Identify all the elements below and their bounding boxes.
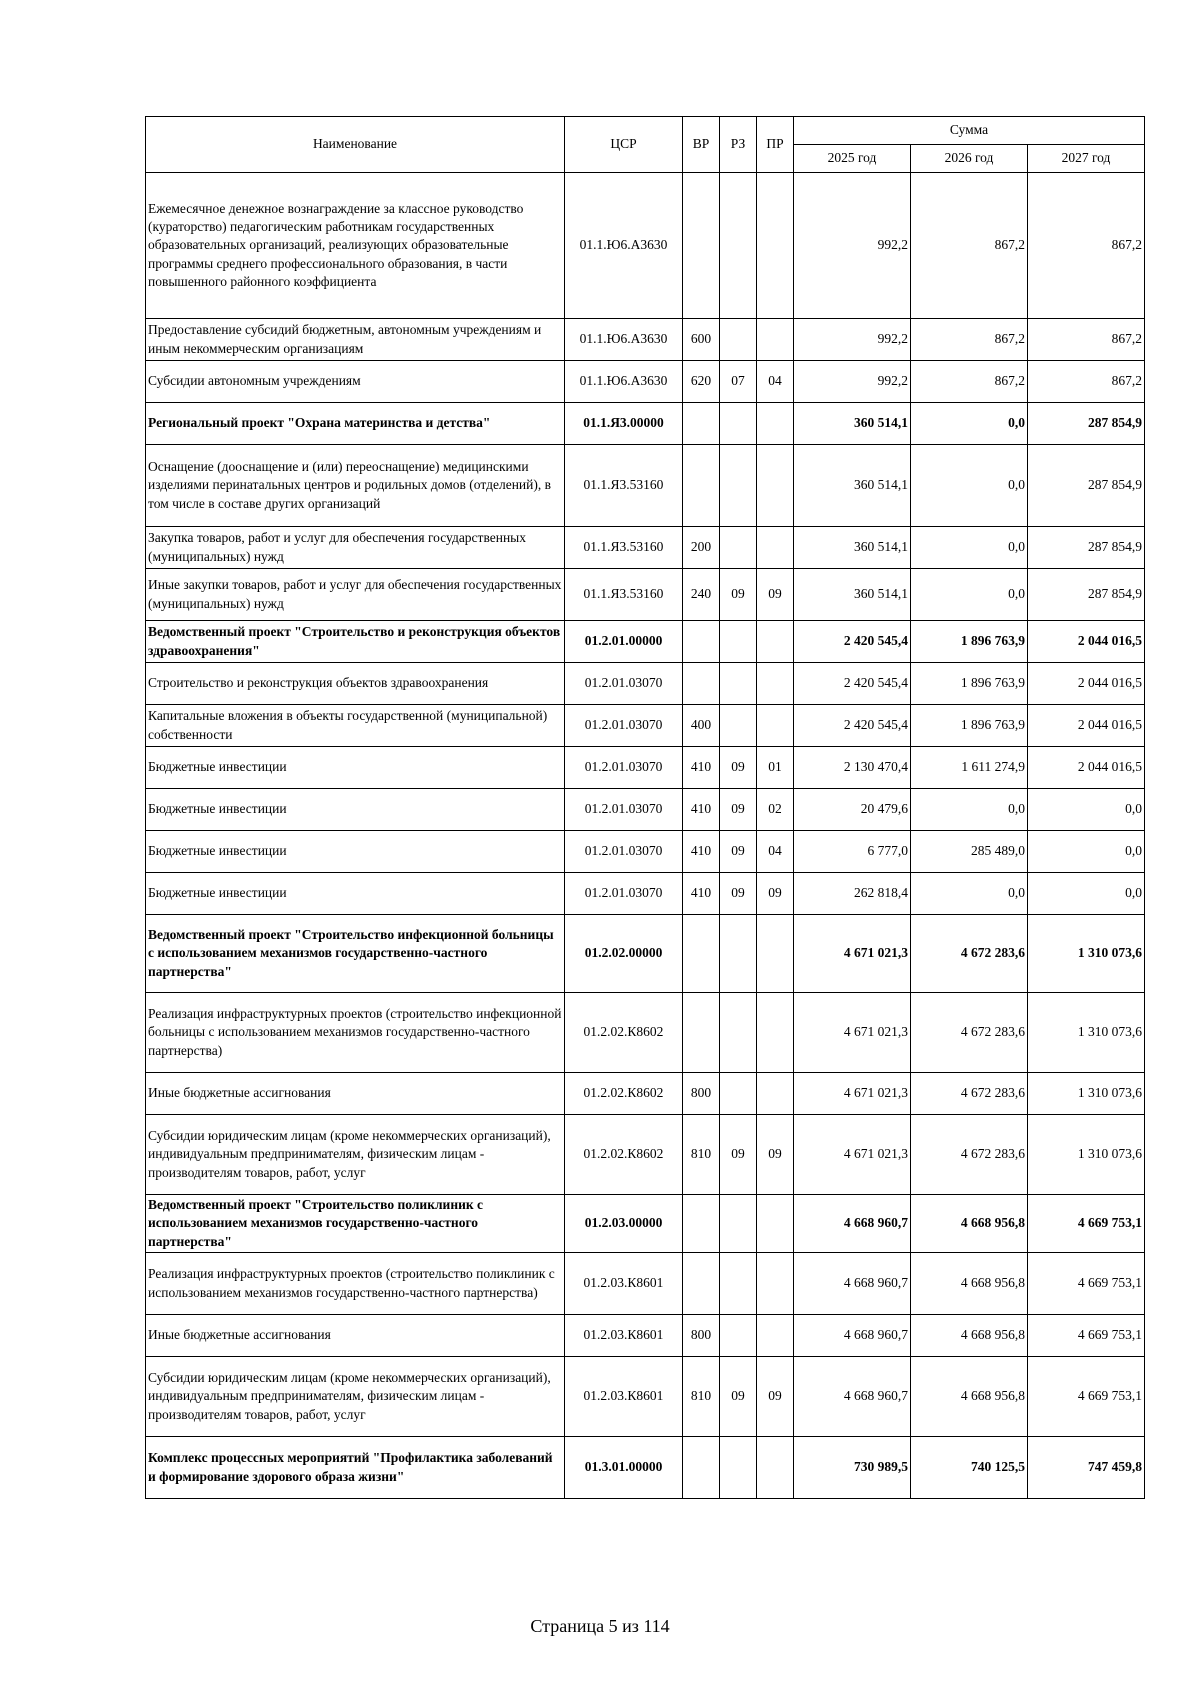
cell-name: Бюджетные инвестиции [146, 789, 565, 831]
cell-rz [720, 1315, 757, 1357]
cell-2026: 0,0 [911, 569, 1028, 621]
cell-2026: 0,0 [911, 403, 1028, 445]
cell-pr [757, 621, 794, 663]
cell-name: Реализация инфраструктурных проектов (строительство инфекционной больницы с использованием механизмов государственно-частного партнерства) [146, 993, 565, 1073]
cell-vr: 410 [683, 747, 720, 789]
cell-2025: 992,2 [794, 319, 911, 361]
table-row [146, 361, 1145, 403]
cell-csr: 01.2.03.К8601 [565, 1253, 683, 1315]
cell-vr: 240 [683, 569, 720, 621]
cell-2025: 4 671 021,3 [794, 1115, 911, 1195]
table-row [146, 705, 1145, 747]
cell-pr [757, 1315, 794, 1357]
cell-rz [720, 993, 757, 1073]
cell-2026: 740 125,5 [911, 1437, 1028, 1499]
cell-csr: 01.2.01.03070 [565, 789, 683, 831]
cell-name: Бюджетные инвестиции [146, 747, 565, 789]
table-row [146, 319, 1145, 361]
cell-2027: 0,0 [1028, 831, 1145, 873]
cell-2025: 262 818,4 [794, 873, 911, 915]
cell-2025: 992,2 [794, 173, 911, 319]
cell-csr: 01.2.01.03070 [565, 873, 683, 915]
cell-pr: 01 [757, 747, 794, 789]
cell-name: Оснащение (дооснащение и (или) переоснащение) медицинскими изделиями перинатальных центров и родильных домов (отделений), в том числе в составе других организаций [146, 445, 565, 527]
cell-csr: 01.2.01.03070 [565, 747, 683, 789]
cell-csr: 01.1.Ю6.А3630 [565, 361, 683, 403]
cell-2027: 287 854,9 [1028, 527, 1145, 569]
cell-csr: 01.2.01.03070 [565, 663, 683, 705]
cell-2026: 0,0 [911, 789, 1028, 831]
cell-2027: 287 854,9 [1028, 445, 1145, 527]
cell-vr [683, 663, 720, 705]
cell-2027: 4 669 753,1 [1028, 1195, 1145, 1253]
cell-vr [683, 1253, 720, 1315]
cell-pr [757, 403, 794, 445]
cell-2027: 287 854,9 [1028, 403, 1145, 445]
cell-pr: 09 [757, 873, 794, 915]
header-sum: Сумма [794, 117, 1145, 145]
cell-2026: 0,0 [911, 873, 1028, 915]
cell-pr [757, 1073, 794, 1115]
cell-name: Иные закупки товаров, работ и услуг для обеспечения государственных (муниципальных) нужд [146, 569, 565, 621]
cell-rz [720, 1437, 757, 1499]
cell-2027: 1 310 073,6 [1028, 1115, 1145, 1195]
cell-2026: 4 672 283,6 [911, 915, 1028, 993]
cell-vr: 410 [683, 789, 720, 831]
cell-rz [720, 1253, 757, 1315]
cell-vr: 620 [683, 361, 720, 403]
cell-rz [720, 403, 757, 445]
cell-csr: 01.1.Ю6.А3630 [565, 319, 683, 361]
cell-2027: 4 669 753,1 [1028, 1357, 1145, 1437]
cell-2026: 285 489,0 [911, 831, 1028, 873]
cell-rz: 09 [720, 747, 757, 789]
cell-rz [720, 319, 757, 361]
cell-vr: 810 [683, 1357, 720, 1437]
header-2027: 2027 год [1028, 145, 1145, 173]
table-row [146, 527, 1145, 569]
cell-2026: 1 611 274,9 [911, 747, 1028, 789]
table-row [146, 993, 1145, 1073]
cell-vr [683, 445, 720, 527]
table-row [146, 1357, 1145, 1437]
cell-2026: 867,2 [911, 319, 1028, 361]
budget-table [145, 116, 1145, 1499]
cell-rz: 07 [720, 361, 757, 403]
cell-csr: 01.1.Ю6.А3630 [565, 173, 683, 319]
table-row [146, 445, 1145, 527]
cell-name: Комплекс процессных мероприятий "Профилактика заболеваний и формирование здорового образа жизни" [146, 1437, 565, 1499]
cell-pr [757, 1437, 794, 1499]
cell-2027: 2 044 016,5 [1028, 747, 1145, 789]
cell-2025: 4 668 960,7 [794, 1315, 911, 1357]
cell-csr: 01.2.03.00000 [565, 1195, 683, 1253]
cell-rz [720, 527, 757, 569]
cell-2025: 730 989,5 [794, 1437, 911, 1499]
cell-2027: 2 044 016,5 [1028, 663, 1145, 705]
cell-pr [757, 705, 794, 747]
cell-2026: 4 668 956,8 [911, 1357, 1028, 1437]
cell-2025: 360 514,1 [794, 527, 911, 569]
cell-rz [720, 915, 757, 993]
cell-rz [720, 445, 757, 527]
cell-pr [757, 1195, 794, 1253]
cell-rz [720, 705, 757, 747]
cell-2025: 2 130 470,4 [794, 747, 911, 789]
cell-rz: 09 [720, 1357, 757, 1437]
table-row [146, 1437, 1145, 1499]
cell-rz: 09 [720, 1115, 757, 1195]
cell-2026: 1 896 763,9 [911, 621, 1028, 663]
cell-vr [683, 173, 720, 319]
cell-name: Субсидии юридическим лицам (кроме некоммерческих организаций), индивидуальным предпринимателям, физическим лицам - производителям товаров, работ, услуг [146, 1115, 565, 1195]
cell-2025: 4 668 960,7 [794, 1195, 911, 1253]
cell-rz [720, 1195, 757, 1253]
cell-vr [683, 1437, 720, 1499]
header-vr: ВР [683, 117, 720, 173]
cell-pr: 09 [757, 1357, 794, 1437]
cell-csr: 01.1.Я3.53160 [565, 445, 683, 527]
cell-rz: 09 [720, 831, 757, 873]
table-row [146, 789, 1145, 831]
cell-2025: 4 671 021,3 [794, 1073, 911, 1115]
cell-name: Ведомственный проект "Строительство поликлиник с использованием механизмов государственно-частного партнерства" [146, 1195, 565, 1253]
table-row [146, 621, 1145, 663]
cell-vr: 810 [683, 1115, 720, 1195]
header-name: Наименование [146, 117, 565, 173]
table-row [146, 1073, 1145, 1115]
cell-pr [757, 993, 794, 1073]
cell-2025: 2 420 545,4 [794, 705, 911, 747]
cell-2025: 2 420 545,4 [794, 621, 911, 663]
cell-name: Бюджетные инвестиции [146, 873, 565, 915]
table-row [146, 1315, 1145, 1357]
cell-name: Бюджетные инвестиции [146, 831, 565, 873]
cell-name: Региональный проект "Охрана материнства и детства" [146, 403, 565, 445]
cell-name: Предоставление субсидий бюджетным, автономным учреждениям и иным некоммерческим организациям [146, 319, 565, 361]
cell-csr: 01.2.03.К8601 [565, 1315, 683, 1357]
cell-pr: 09 [757, 569, 794, 621]
cell-2026: 0,0 [911, 527, 1028, 569]
cell-name: Закупка товаров, работ и услуг для обеспечения государственных (муниципальных) нужд [146, 527, 565, 569]
cell-2027: 867,2 [1028, 319, 1145, 361]
table-row [146, 1115, 1145, 1195]
cell-csr: 01.2.01.03070 [565, 831, 683, 873]
cell-rz [720, 1073, 757, 1115]
cell-pr [757, 527, 794, 569]
cell-2027: 2 044 016,5 [1028, 705, 1145, 747]
cell-name: Строительство и реконструкция объектов здравоохранения [146, 663, 565, 705]
cell-2026: 4 668 956,8 [911, 1195, 1028, 1253]
cell-csr: 01.1.Я3.53160 [565, 527, 683, 569]
cell-pr: 04 [757, 831, 794, 873]
cell-vr [683, 621, 720, 663]
cell-2025: 6 777,0 [794, 831, 911, 873]
table-row [146, 1253, 1145, 1315]
cell-name: Реализация инфраструктурных проектов (строительство поликлиник с использованием механизмов государственно-частного партнерства) [146, 1253, 565, 1315]
cell-2027: 0,0 [1028, 789, 1145, 831]
cell-2026: 867,2 [911, 173, 1028, 319]
cell-csr: 01.3.01.00000 [565, 1437, 683, 1499]
cell-2025: 4 671 021,3 [794, 993, 911, 1073]
cell-pr [757, 663, 794, 705]
cell-rz: 09 [720, 789, 757, 831]
cell-name: Субсидии автономным учреждениям [146, 361, 565, 403]
header-2026: 2026 год [911, 145, 1028, 173]
cell-2025: 20 479,6 [794, 789, 911, 831]
table-row [146, 403, 1145, 445]
cell-2027: 1 310 073,6 [1028, 993, 1145, 1073]
cell-2027: 747 459,8 [1028, 1437, 1145, 1499]
cell-rz: 09 [720, 569, 757, 621]
cell-pr [757, 1253, 794, 1315]
cell-2026: 4 668 956,8 [911, 1253, 1028, 1315]
cell-vr [683, 993, 720, 1073]
cell-2027: 2 044 016,5 [1028, 621, 1145, 663]
cell-name: Капитальные вложения в объекты государственной (муниципальной) собственности [146, 705, 565, 747]
cell-vr: 410 [683, 873, 720, 915]
cell-2026: 0,0 [911, 445, 1028, 527]
cell-csr: 01.2.03.К8601 [565, 1357, 683, 1437]
cell-csr: 01.2.02.К8602 [565, 993, 683, 1073]
cell-name: Субсидии юридическим лицам (кроме некоммерческих организаций), индивидуальным предпринимателям, физическим лицам - производителям товаров, работ, услуг [146, 1357, 565, 1437]
cell-csr: 01.2.01.03070 [565, 705, 683, 747]
cell-2027: 287 854,9 [1028, 569, 1145, 621]
cell-rz [720, 663, 757, 705]
table-row [146, 663, 1145, 705]
cell-2026: 4 668 956,8 [911, 1315, 1028, 1357]
cell-csr: 01.2.02.00000 [565, 915, 683, 993]
table-row [146, 1195, 1145, 1253]
cell-csr: 01.2.01.00000 [565, 621, 683, 663]
cell-csr: 01.1.Я3.53160 [565, 569, 683, 621]
cell-2025: 360 514,1 [794, 569, 911, 621]
table-row [146, 747, 1145, 789]
cell-2025: 2 420 545,4 [794, 663, 911, 705]
cell-2026: 4 672 283,6 [911, 1115, 1028, 1195]
table-row [146, 915, 1145, 993]
cell-vr [683, 403, 720, 445]
cell-2025: 992,2 [794, 361, 911, 403]
table-row [146, 173, 1145, 319]
cell-pr [757, 319, 794, 361]
cell-pr: 09 [757, 1115, 794, 1195]
cell-vr: 410 [683, 831, 720, 873]
table-row [146, 569, 1145, 621]
cell-vr: 800 [683, 1073, 720, 1115]
table-body [146, 173, 1145, 1499]
cell-name: Иные бюджетные ассигнования [146, 1315, 565, 1357]
cell-2025: 4 668 960,7 [794, 1357, 911, 1437]
cell-2026: 1 896 763,9 [911, 705, 1028, 747]
cell-2025: 360 514,1 [794, 445, 911, 527]
cell-name: Ежемесячное денежное вознаграждение за классное руководство (кураторство) педагогическим работникам государственных образовательных организаций, реализующих образовательные программы среднего профессионального образования, в части повышенного районного коэффициента [146, 173, 565, 319]
cell-2025: 360 514,1 [794, 403, 911, 445]
header-pr: ПР [757, 117, 794, 173]
cell-vr [683, 1195, 720, 1253]
cell-2026: 4 672 283,6 [911, 1073, 1028, 1115]
cell-pr [757, 445, 794, 527]
cell-pr [757, 173, 794, 319]
cell-vr [683, 915, 720, 993]
page-number: Страница 5 из 114 [530, 1616, 670, 1636]
cell-2027: 0,0 [1028, 873, 1145, 915]
cell-2027: 4 669 753,1 [1028, 1253, 1145, 1315]
cell-2026: 1 896 763,9 [911, 663, 1028, 705]
cell-2027: 4 669 753,1 [1028, 1315, 1145, 1357]
header-csr: ЦСР [565, 117, 683, 173]
cell-2025: 4 671 021,3 [794, 915, 911, 993]
table-row [146, 831, 1145, 873]
cell-2027: 867,2 [1028, 361, 1145, 403]
cell-vr: 400 [683, 705, 720, 747]
cell-vr: 800 [683, 1315, 720, 1357]
cell-2025: 4 668 960,7 [794, 1253, 911, 1315]
cell-rz [720, 173, 757, 319]
cell-pr [757, 915, 794, 993]
cell-csr: 01.2.02.К8602 [565, 1115, 683, 1195]
cell-csr: 01.1.Я3.00000 [565, 403, 683, 445]
cell-name: Ведомственный проект "Строительство инфекционной больницы с использованием механизмов государственно-частного партнерства" [146, 915, 565, 993]
cell-rz [720, 621, 757, 663]
cell-2026: 4 672 283,6 [911, 993, 1028, 1073]
table-row [146, 873, 1145, 915]
cell-csr: 01.2.02.К8602 [565, 1073, 683, 1115]
cell-name: Ведомственный проект "Строительство и реконструкция объектов здравоохранения" [146, 621, 565, 663]
cell-vr: 200 [683, 527, 720, 569]
cell-name: Иные бюджетные ассигнования [146, 1073, 565, 1115]
header-rz: РЗ [720, 117, 757, 173]
cell-vr: 600 [683, 319, 720, 361]
table-header [146, 117, 1145, 173]
cell-2026: 867,2 [911, 361, 1028, 403]
header-2025: 2025 год [794, 145, 911, 173]
cell-rz: 09 [720, 873, 757, 915]
cell-pr: 02 [757, 789, 794, 831]
cell-2027: 1 310 073,6 [1028, 915, 1145, 993]
cell-2027: 867,2 [1028, 173, 1145, 319]
cell-2027: 1 310 073,6 [1028, 1073, 1145, 1115]
cell-pr: 04 [757, 361, 794, 403]
